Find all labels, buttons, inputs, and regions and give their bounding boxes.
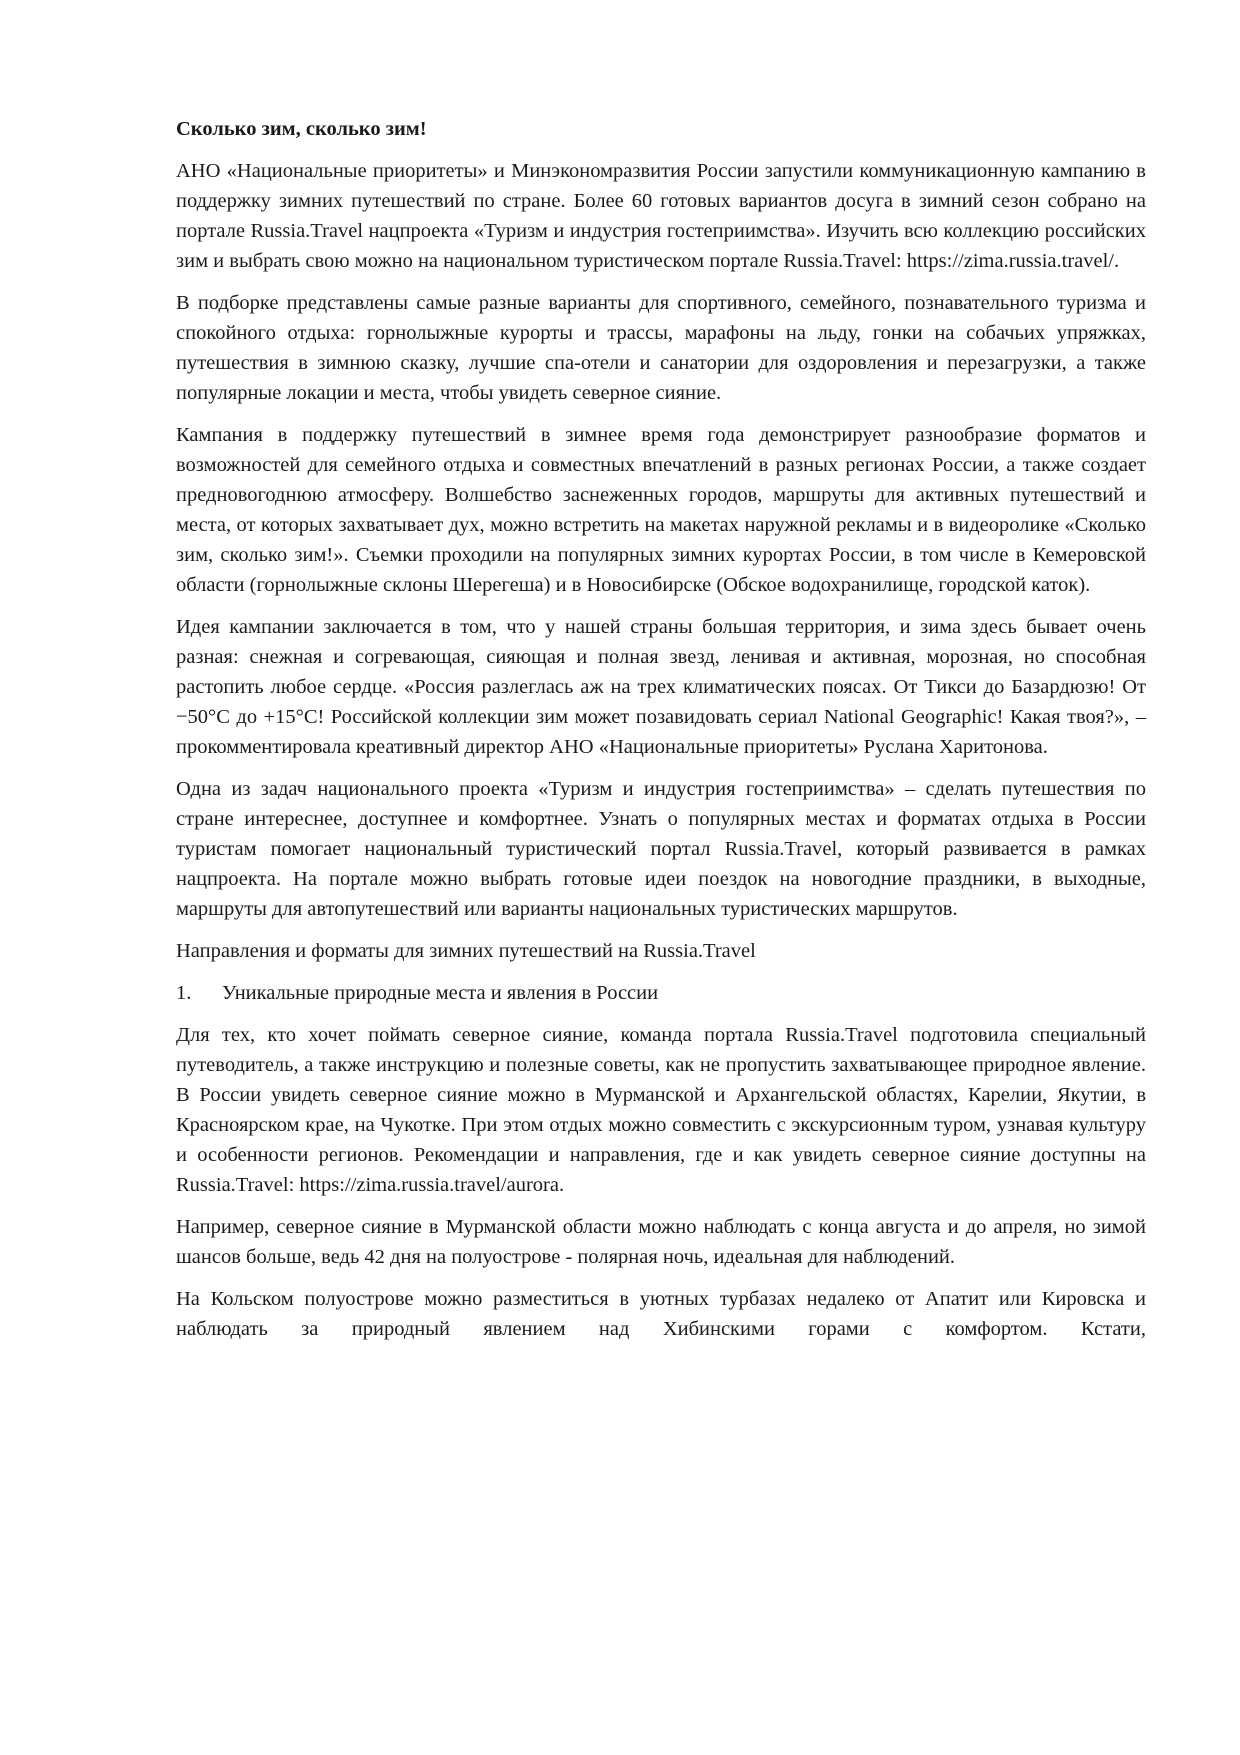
- document-title: Сколько зим, сколько зим!: [176, 118, 427, 140]
- list-item-number: 1.: [176, 982, 192, 1004]
- paragraph: Например, северное сияние в Мурманской области можно наблюдать с конца августа и до апреля, но зимой шансов больше, ведь 42 дня на полуострове - полярная ночь, идеальная для наблюдений.: [176, 1216, 1146, 1268]
- paragraph: АНО «Национальные приоритеты» и Минэкономразвития России запустили коммуникационную кампанию в поддержку зимних путешествий по стране. Более 60 готовых вариантов досуга в зимний сезон собрано на портале Russia.Travel нацпроекта «Туризм и индустрия гостеприимства». Изучить всю коллекцию российских зим и выбрать свою можно на национальном туристическом портале Russia.Travel: https://zima.russia.travel/.: [176, 160, 1146, 272]
- paragraph: В подборке представлены самые разные варианты для спортивного, семейного, познавательного туризма и спокойного отдыха: горнолыжные курорты и трассы, марафоны на льду, гонки на собачьих упряжках, путешествия в зимнюю сказку, лучшие спа-отели и санатории для оздоровления и перезагрузки, а также популярные локации и места, чтобы увидеть северное сияние.: [176, 292, 1146, 404]
- list-item: [176, 978, 1146, 1008]
- section-heading: Направления и форматы для зимних путешествий на Russia.Travel: [176, 940, 756, 962]
- paragraph-truncated: На Кольском полуострове можно разместиться в уютных турбазах недалеко от Апатит или Кировска и наблюдать за природный явлением над Хибинскими горами с комфортом. Кстати,: [176, 1288, 1146, 1340]
- paragraph: Идея кампании заключается в том, что у нашей страны большая территория, и зима здесь бывает очень разная: снежная и согревающая, сияющая и полная звезд, ленивая и активная, морозная, но способная растопить любое сердце. «Россия разлеглась аж на трех климатических поясах. От Тикси до Базардюзю! От −50°С до +15°С! Российской коллекции зим может позавидовать сериал National Geographic! Какая твоя?», – прокомментировала креативный директор АНО «Национальные приоритеты» Руслана Харитонова.: [176, 616, 1146, 758]
- paragraph: Для тех, кто хочет поймать северное сияние, команда портала Russia.Travel подготовила специальный путеводитель, а также инструкцию и полезные советы, как не пропустить захватывающее природное явление. В России увидеть северное сияние можно в Мурманской и Архангельской областях, Карелии, Якутии, в Красноярском крае, на Чукотке. При этом отдых можно совместить с экскурсионным туром, узнавая культуру и особенности регионов. Рекомендации и направления, где и как увидеть северное сияние доступны на Russia.Travel: https://zima.russia.travel/aurora.: [176, 1024, 1146, 1196]
- paragraph: Кампания в поддержку путешествий в зимнее время года демонстрирует разнообразие форматов и возможностей для семейного отдыха и совместных впечатлений в разных регионах России, а также создает предновогоднюю атмосферу. Волшебство заснеженных городов, маршруты для активных путешествий и места, от которых захватывает дух, можно встретить на макетах наружной рекламы и в видеоролике «Сколько зим, сколько зим!». Съемки проходили на популярных зимних курортах России, в том числе в Кемеровской области (горнолыжные склоны Шерегеша) и в Новосибирске (Обское водохранилище, городской каток).: [176, 424, 1146, 596]
- paragraph: Одна из задач национального проекта «Туризм и индустрия гостеприимства» – сделать путешествия по стране интереснее, доступнее и комфортнее. Узнать о популярных местах и форматах отдыха в России туристам помогает национальный туристический портал Russia.Travel, который развивается в рамках нацпроекта. На портале можно выбрать готовые идеи поездок на новогодние праздники, в выходные, маршруты для автопутешествий или варианты национальных туристических маршрутов.: [176, 778, 1146, 920]
- list-item-text: Уникальные природные места и явления в России: [222, 982, 659, 1004]
- document-page: [176, 114, 1146, 1344]
